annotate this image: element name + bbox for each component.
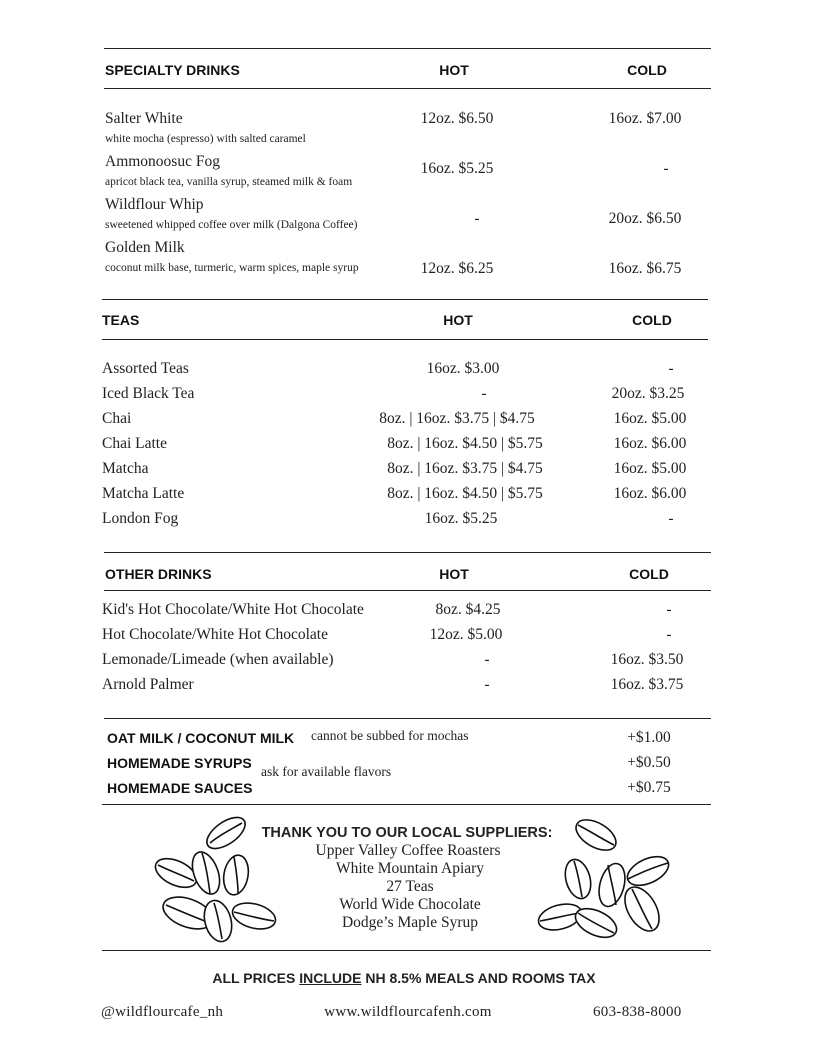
item-description: white mocha (espresso) with salted caramel <box>105 133 306 145</box>
item-description: coconut milk base, turmeric, warm spices, maple syrup <box>105 262 359 274</box>
item-name: London Fog <box>102 510 179 527</box>
addon-flavors-note: ask for available flavors <box>261 764 392 779</box>
item-name: Assorted Teas <box>102 360 189 377</box>
item-price-hot: 12oz. $6.25 <box>420 260 494 277</box>
section-title-specialty: SPECIALTY DRINKS <box>105 62 240 78</box>
item-price-cold: - <box>666 626 672 643</box>
item-price-cold: 20oz. $3.25 <box>611 385 685 402</box>
addon-sauces: HOMEMADE SAUCES <box>107 780 253 796</box>
section-title-teas: TEAS <box>102 312 140 328</box>
item-name: Matcha Latte <box>102 485 185 502</box>
item-price-hot: 16oz. $5.25 <box>424 510 498 527</box>
item-price-cold: 16oz. $3.75 <box>610 676 684 693</box>
item-price-cold: 16oz. $5.00 <box>613 410 687 427</box>
item-name: Lemonade/Limeade (when available) <box>102 651 334 668</box>
item-name: Golden Milk <box>105 239 185 256</box>
footer-phone[interactable]: 603-838-8000 <box>593 1004 682 1020</box>
supplier-name: Upper Valley Coffee Roasters <box>315 842 501 859</box>
section-divider <box>102 950 711 951</box>
footer-social-handle[interactable]: @wildflourcafe_nh <box>101 1004 224 1020</box>
item-price-hot: 8oz. $4.25 <box>435 601 501 618</box>
item-name: Ammonoosuc Fog <box>105 153 220 170</box>
section-title-other: OTHER DRINKS <box>105 566 212 582</box>
item-price-hot: - <box>484 651 490 668</box>
item-price-cold: - <box>666 601 672 618</box>
item-price-hot: 12oz. $6.50 <box>420 110 494 127</box>
item-name: Chai <box>102 410 132 427</box>
suppliers-title: THANK YOU TO OUR LOCAL SUPPLIERS: <box>261 825 553 841</box>
coffee-beans-right-icon <box>536 813 686 948</box>
item-price-hot: 8oz. | 16oz. $4.50 | $5.75 <box>387 435 543 452</box>
item-price-hot: - <box>484 676 490 693</box>
item-price-cold: 20oz. $6.50 <box>608 210 682 227</box>
column-header-cold: COLD <box>627 62 667 78</box>
item-name: Iced Black Tea <box>102 385 195 402</box>
item-price-cold: 16oz. $6.00 <box>613 435 687 452</box>
item-price-cold: 16oz. $7.00 <box>608 110 682 127</box>
supplier-name: 27 Teas <box>386 878 434 895</box>
section-divider <box>102 339 708 340</box>
item-name: Salter White <box>105 110 183 127</box>
section-divider <box>104 88 711 89</box>
addon-milk-price: +$1.00 <box>627 729 671 746</box>
addon-milk-note: cannot be subbed for mochas <box>311 728 469 743</box>
column-header-hot: HOT <box>439 566 469 582</box>
addon-sauces-price: +$0.75 <box>627 779 671 796</box>
section-divider <box>104 590 711 591</box>
item-price-cold: - <box>668 510 674 527</box>
tax-note <box>212 970 595 986</box>
item-description: sweetened whipped coffee over milk (Dalgona Coffee) <box>105 219 358 231</box>
supplier-name: White Mountain Apiary <box>335 860 485 877</box>
item-price-cold: - <box>663 160 669 177</box>
item-price-hot: - <box>474 210 480 227</box>
item-price-hot: 12oz. $5.00 <box>429 626 503 643</box>
item-price-cold: 16oz. $5.00 <box>613 460 687 477</box>
addon-syrups: HOMEMADE SYRUPS <box>107 755 252 771</box>
item-name: Arnold Palmer <box>102 676 194 693</box>
item-description: apricot black tea, vanilla syrup, steamed milk & foam <box>105 176 353 188</box>
tax-note-pre: ALL PRICES <box>212 970 300 986</box>
item-price-hot: 8oz. | 16oz. $4.50 | $5.75 <box>387 485 543 502</box>
column-header-hot: HOT <box>439 62 469 78</box>
tax-note-post: NH 8.5% MEALS AND ROOMS TAX <box>361 970 596 986</box>
section-divider <box>102 804 711 805</box>
section-divider <box>104 552 711 553</box>
item-price-cold: 16oz. $3.50 <box>610 651 684 668</box>
item-price-cold: 16oz. $6.00 <box>613 485 687 502</box>
column-header-cold: COLD <box>629 566 669 582</box>
supplier-name: World Wide Chocolate <box>339 896 481 913</box>
item-name: Wildflour Whip <box>105 196 204 213</box>
item-price-hot: 16oz. $3.00 <box>426 360 500 377</box>
item-price-hot: 8oz. | 16oz. $3.75 | $4.75 <box>387 460 543 477</box>
item-name: Matcha <box>102 460 149 477</box>
column-header-hot: HOT <box>443 312 473 328</box>
item-price-hot: - <box>481 385 487 402</box>
item-name: Kid's Hot Chocolate/White Hot Chocolate <box>102 601 364 618</box>
addon-milk: OAT MILK / COCONUT MILK <box>107 730 295 746</box>
item-price-hot: 16oz. $5.25 <box>420 160 494 177</box>
section-divider <box>104 718 711 719</box>
supplier-name: Dodge’s Maple Syrup <box>341 914 479 931</box>
item-name: Chai Latte <box>102 435 167 452</box>
item-price-cold: 16oz. $6.75 <box>608 260 682 277</box>
column-header-cold: COLD <box>632 312 672 328</box>
item-price-hot: 8oz. | 16oz. $3.75 | $4.75 <box>379 410 535 427</box>
section-divider <box>102 299 708 300</box>
footer-website-link[interactable]: www.wildflourcafenh.com <box>324 1004 492 1020</box>
item-price-cold: - <box>668 360 674 377</box>
tax-note-emphasis: INCLUDE <box>299 970 362 986</box>
addon-syrups-price: +$0.50 <box>627 754 671 771</box>
section-divider <box>104 48 711 49</box>
item-name: Hot Chocolate/White Hot Chocolate <box>102 626 328 643</box>
